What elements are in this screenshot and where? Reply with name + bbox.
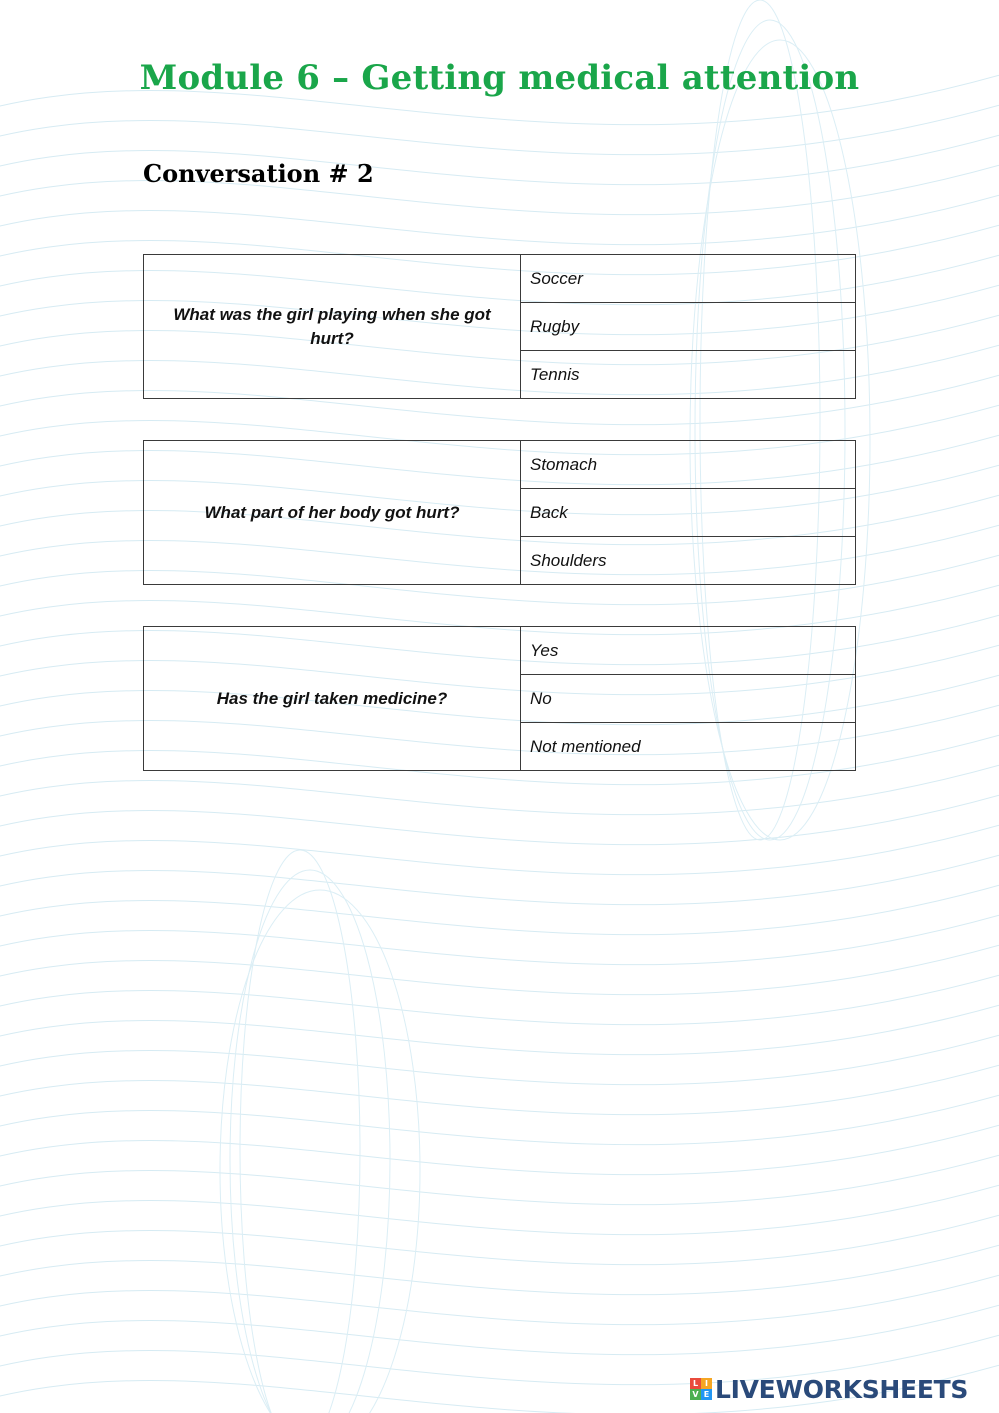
answer-option[interactable]: Rugby (521, 303, 856, 351)
answer-option[interactable]: Stomach (521, 441, 856, 489)
answer-option[interactable]: Not mentioned (521, 723, 856, 771)
answer-option[interactable]: No (521, 675, 856, 723)
answer-option[interactable]: Shoulders (521, 537, 856, 585)
question-table-2 (143, 440, 856, 585)
section-title: Conversation # 2 (143, 159, 374, 188)
page-title: Module 6 – Getting medical attention (139, 58, 860, 98)
question-table-1 (143, 254, 856, 399)
liveworksheets-logo (690, 1374, 968, 1404)
question-text: What was the girl playing when she got hurt? (144, 255, 521, 399)
answer-option[interactable]: Back (521, 489, 856, 537)
logo-letter: V (690, 1389, 701, 1400)
logo-letter: E (701, 1389, 712, 1400)
logo-text: LIVEWORKSHEETS (715, 1374, 969, 1404)
answer-option[interactable]: Soccer (521, 255, 856, 303)
question-text: What part of her body got hurt? (144, 441, 521, 585)
question-text: Has the girl taken medicine? (144, 627, 521, 771)
answer-option[interactable]: Tennis (521, 351, 856, 399)
question-table-3 (143, 626, 856, 771)
answer-option[interactable]: Yes (521, 627, 856, 675)
logo-letter: I (701, 1378, 712, 1389)
logo-letter: L (690, 1378, 701, 1389)
logo-mark-icon (690, 1378, 712, 1400)
